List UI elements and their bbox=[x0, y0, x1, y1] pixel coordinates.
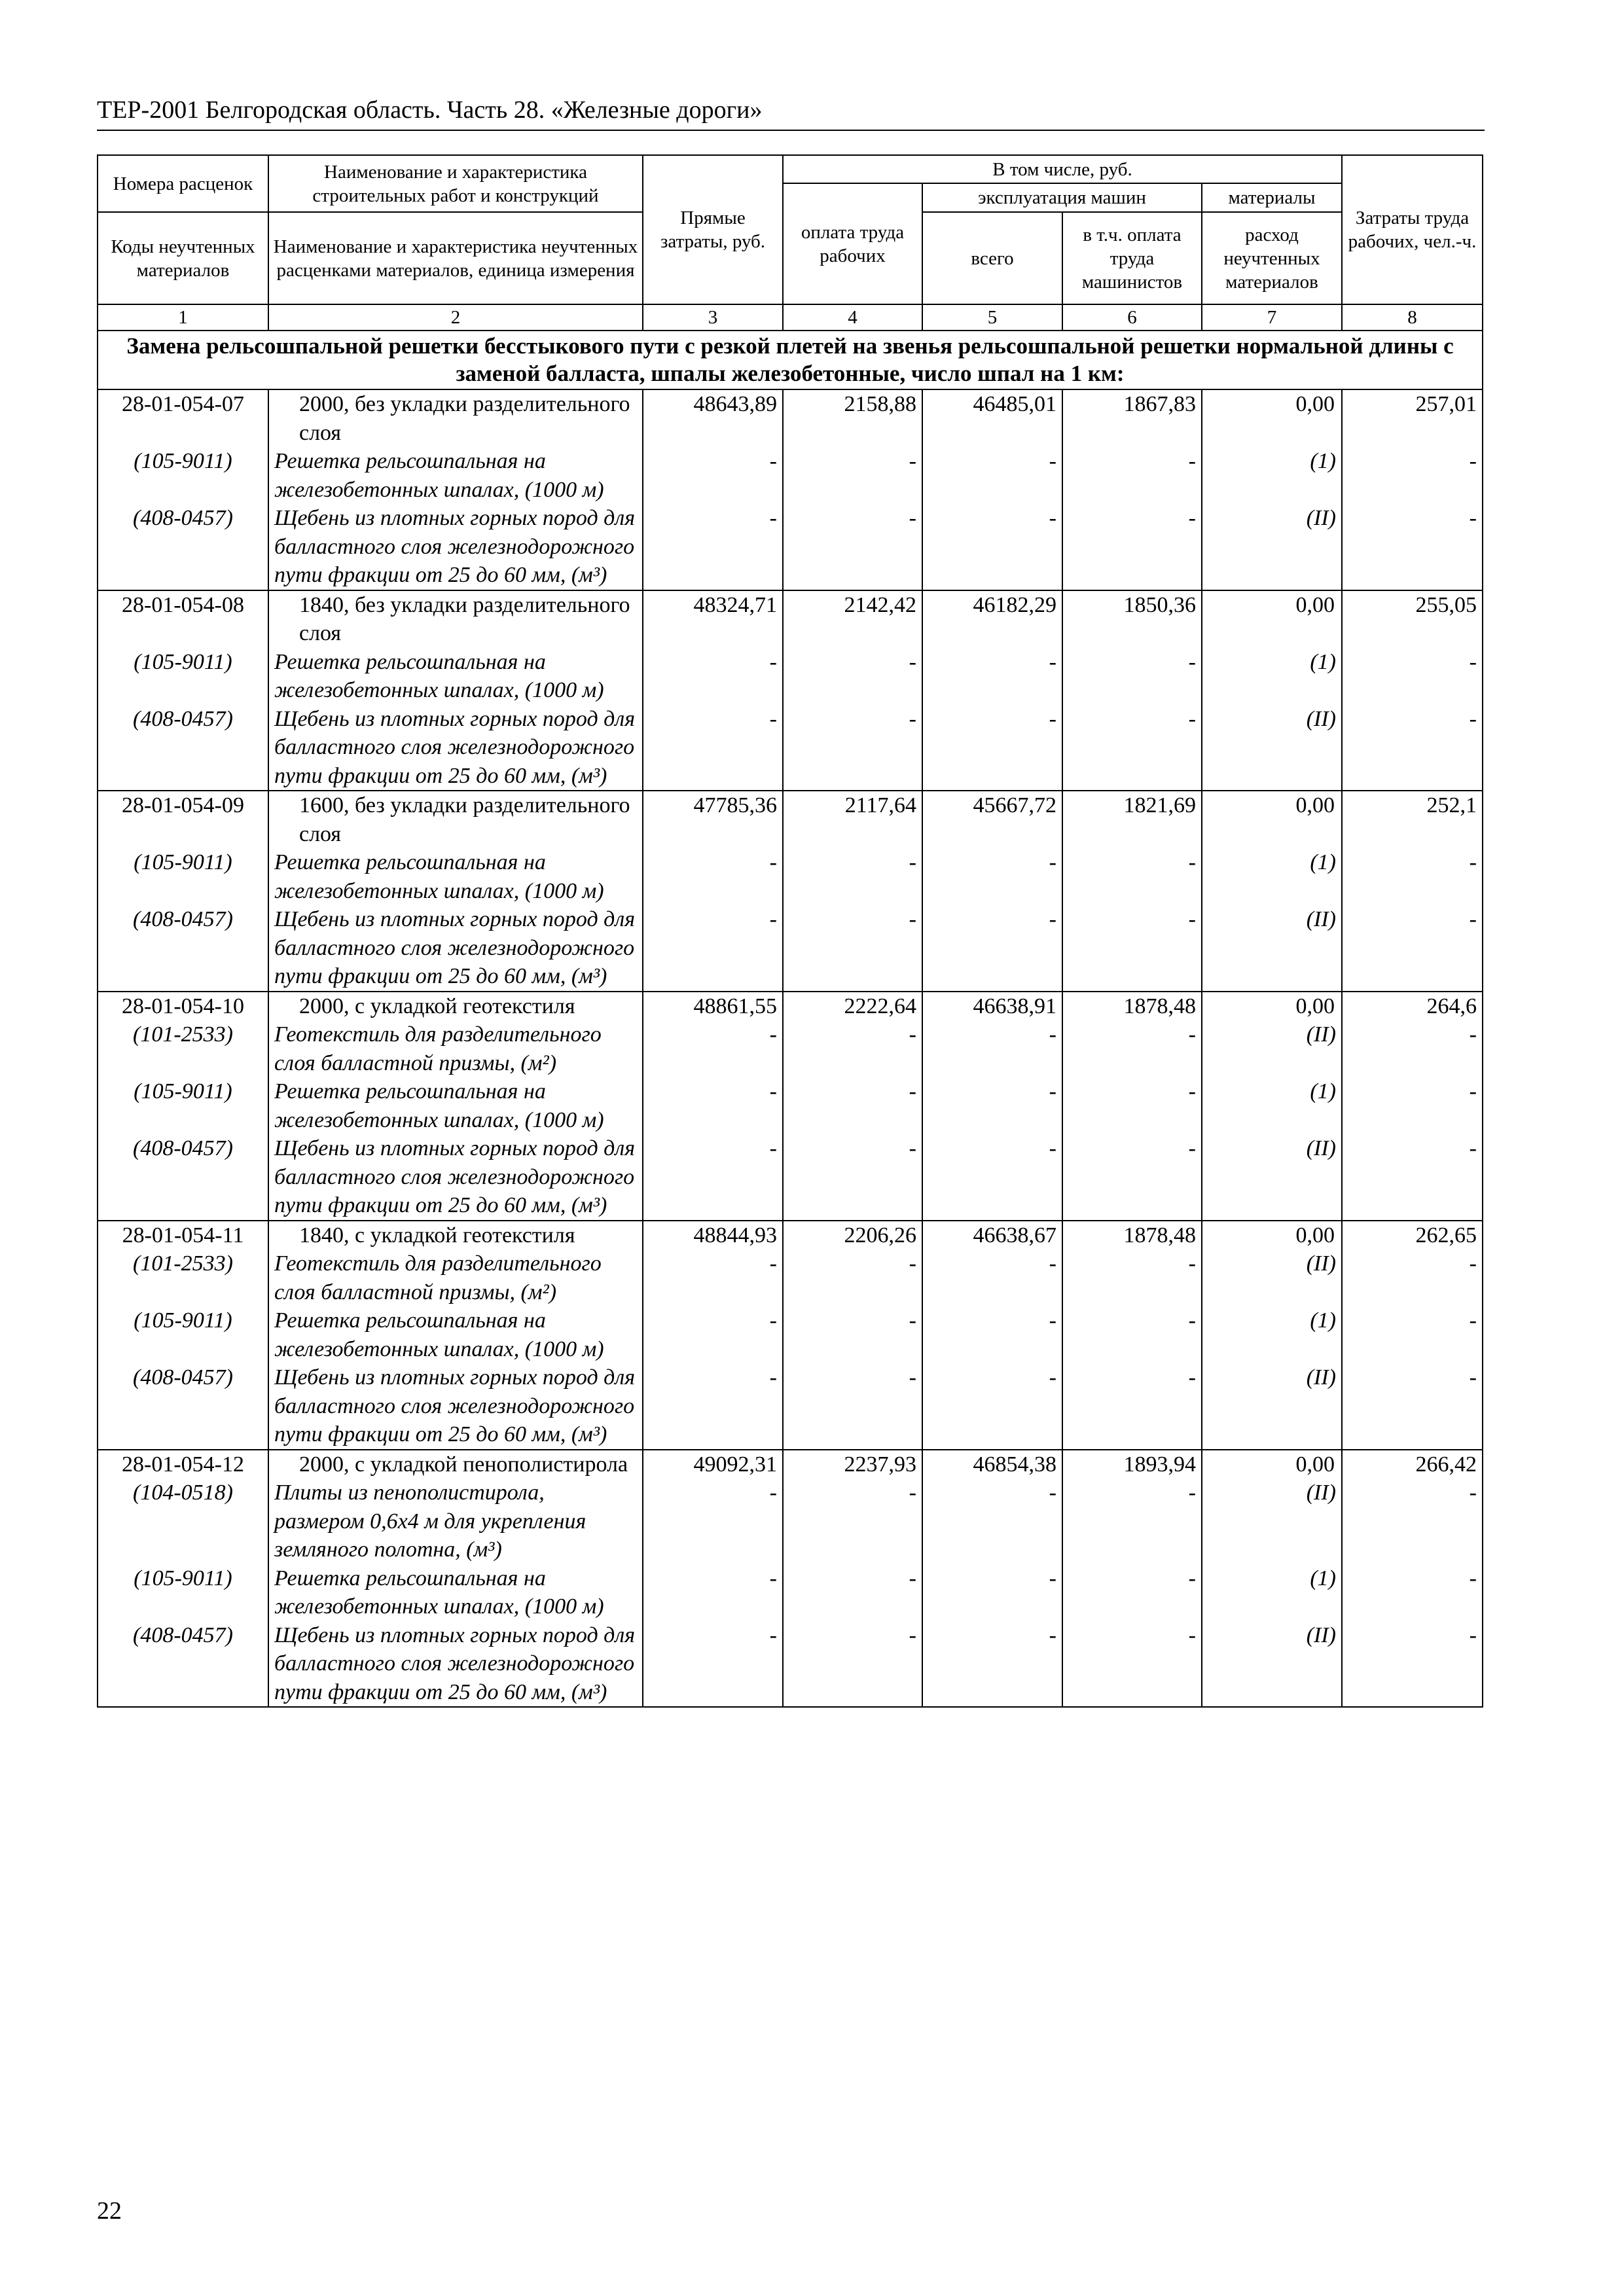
column-number: 5 bbox=[922, 304, 1062, 331]
rate-code: 28-01-054-11 bbox=[98, 1221, 268, 1250]
machinist-pay: 1878,48 bbox=[1062, 992, 1202, 1021]
dash-cell: - bbox=[643, 848, 783, 905]
dash-cell: - bbox=[643, 1134, 783, 1221]
labor-hours: 252,1 bbox=[1342, 791, 1483, 848]
dash-cell: - bbox=[1342, 905, 1483, 992]
dash-cell: - bbox=[783, 1621, 922, 1708]
dash-cell: - bbox=[643, 1020, 783, 1077]
material-row bbox=[98, 1306, 1483, 1363]
dash-cell: - bbox=[783, 648, 922, 705]
column-number: 2 bbox=[268, 304, 643, 331]
labor-pay: 2158,88 bbox=[783, 389, 922, 447]
header-material-names: Наименование и характеристика неучтенных расценками материалов, единица измерения bbox=[268, 212, 643, 304]
table-header bbox=[98, 155, 1483, 331]
dash-cell: - bbox=[922, 504, 1062, 590]
dash-cell: - bbox=[922, 705, 1062, 791]
material-code: (105-9011) bbox=[98, 848, 268, 905]
labor-hours: 262,65 bbox=[1342, 1221, 1483, 1250]
material-code: (105-9011) bbox=[98, 1077, 268, 1134]
dash-cell: - bbox=[922, 648, 1062, 705]
material-mark: (II) bbox=[1202, 1134, 1342, 1221]
rate-name: 2000, с укладкой геотекстиля bbox=[268, 992, 643, 1021]
header-machine-total: всего bbox=[922, 212, 1062, 304]
dash-cell: - bbox=[783, 1306, 922, 1363]
dash-cell: - bbox=[1062, 504, 1202, 590]
header-unaccounted-materials: расход неучтенных материалов bbox=[1202, 212, 1342, 304]
header-in-that-number: В том числе, руб. bbox=[783, 155, 1342, 183]
dash-cell: - bbox=[783, 848, 922, 905]
material-name: Решетка рельсошпальная на железобетонных шпалах, (1000 м) bbox=[268, 848, 643, 905]
direct-costs: 48324,71 bbox=[643, 590, 783, 648]
material-mark: (II) bbox=[1202, 1621, 1342, 1708]
rate-row bbox=[98, 389, 1483, 447]
machine-total: 45667,72 bbox=[922, 791, 1062, 848]
material-name: Решетка рельсошпальная на железобетонных шпалах, (1000 м) bbox=[268, 447, 643, 504]
dash-cell: - bbox=[783, 447, 922, 504]
column-number: 3 bbox=[643, 304, 783, 331]
material-row bbox=[98, 705, 1483, 791]
dash-cell: - bbox=[1342, 1020, 1483, 1077]
dash-cell: - bbox=[643, 504, 783, 590]
dash-cell: - bbox=[1062, 1621, 1202, 1708]
dash-cell: - bbox=[643, 1077, 783, 1134]
materials-cost: 0,00 bbox=[1202, 1221, 1342, 1250]
header-machine-operation: эксплуатация машин bbox=[922, 183, 1202, 212]
dash-cell: - bbox=[643, 1363, 783, 1450]
column-number: 4 bbox=[783, 304, 922, 331]
dash-cell: - bbox=[922, 447, 1062, 504]
machinist-pay: 1893,94 bbox=[1062, 1450, 1202, 1479]
dash-cell: - bbox=[922, 848, 1062, 905]
labor-hours: 266,42 bbox=[1342, 1450, 1483, 1479]
column-number: 6 bbox=[1062, 304, 1202, 331]
header-machinist-pay: в т.ч. оплата труда машинистов bbox=[1062, 212, 1202, 304]
dash-cell: - bbox=[1342, 705, 1483, 791]
dash-cell: - bbox=[1062, 1363, 1202, 1450]
material-mark: (II) bbox=[1202, 1363, 1342, 1450]
header-work-name: Наименование и характеристика строительных работ и конструкций bbox=[268, 155, 643, 212]
dash-cell: - bbox=[1342, 447, 1483, 504]
dash-cell: - bbox=[783, 705, 922, 791]
rates-table bbox=[97, 154, 1483, 1708]
dash-cell: - bbox=[1342, 648, 1483, 705]
labor-hours: 264,6 bbox=[1342, 992, 1483, 1021]
material-code: (101-2533) bbox=[98, 1020, 268, 1077]
dash-cell: - bbox=[1062, 1020, 1202, 1077]
material-mark: (II) bbox=[1202, 905, 1342, 992]
dash-cell: - bbox=[1342, 1134, 1483, 1221]
dash-cell: - bbox=[783, 905, 922, 992]
dash-cell: - bbox=[783, 504, 922, 590]
material-mark: (1) bbox=[1202, 1306, 1342, 1363]
rate-name: 2000, без укладки разделительного слоя bbox=[268, 389, 643, 447]
material-name: Щебень из плотных горных пород для балластного слоя железнодорожного пути фракции от 25 до 60 мм, (м³) bbox=[268, 1621, 643, 1708]
material-mark: (II) bbox=[1202, 1479, 1342, 1564]
dash-cell: - bbox=[922, 1020, 1062, 1077]
material-name: Решетка рельсошпальная на железобетонных шпалах, (1000 м) bbox=[268, 1306, 643, 1363]
dash-cell: - bbox=[922, 905, 1062, 992]
header-direct-costs: Прямые затраты, руб. bbox=[643, 155, 783, 304]
material-name: Решетка рельсошпальная на железобетонных шпалах, (1000 м) bbox=[268, 648, 643, 705]
dash-cell: - bbox=[643, 447, 783, 504]
header-materials: материалы bbox=[1202, 183, 1342, 212]
material-name: Геотекстиль для разделительного слоя балластной призмы, (м²) bbox=[268, 1249, 643, 1306]
dash-cell: - bbox=[1342, 1363, 1483, 1450]
rate-code: 28-01-054-08 bbox=[98, 590, 268, 648]
dash-cell: - bbox=[783, 1479, 922, 1564]
material-code: (408-0457) bbox=[98, 905, 268, 992]
direct-costs: 48844,93 bbox=[643, 1221, 783, 1250]
material-name: Щебень из плотных горных пород для балластного слоя железнодорожного пути фракции от 25 до 60 мм, (м³) bbox=[268, 1134, 643, 1221]
machine-total: 46854,38 bbox=[922, 1450, 1062, 1479]
material-row bbox=[98, 1621, 1483, 1708]
section-title-row bbox=[98, 331, 1483, 389]
material-name: Щебень из плотных горных пород для балластного слоя железнодорожного пути фракции от 25 до 60 мм, (м³) bbox=[268, 705, 643, 791]
machine-total: 46638,91 bbox=[922, 992, 1062, 1021]
machine-total: 46485,01 bbox=[922, 389, 1062, 447]
material-row bbox=[98, 848, 1483, 905]
material-row bbox=[98, 648, 1483, 705]
materials-cost: 0,00 bbox=[1202, 590, 1342, 648]
dash-cell: - bbox=[1062, 1479, 1202, 1564]
material-code: (105-9011) bbox=[98, 648, 268, 705]
dash-cell: - bbox=[1342, 848, 1483, 905]
dash-cell: - bbox=[1062, 447, 1202, 504]
dash-cell: - bbox=[1062, 1134, 1202, 1221]
direct-costs: 48643,89 bbox=[643, 389, 783, 447]
material-row bbox=[98, 1077, 1483, 1134]
dash-cell: - bbox=[643, 905, 783, 992]
material-name: Решетка рельсошпальная на железобетонных шпалах, (1000 м) bbox=[268, 1564, 643, 1621]
materials-cost: 0,00 bbox=[1202, 791, 1342, 848]
labor-pay: 2117,64 bbox=[783, 791, 922, 848]
dash-cell: - bbox=[783, 1363, 922, 1450]
material-code: (408-0457) bbox=[98, 1134, 268, 1221]
rate-code: 28-01-054-07 bbox=[98, 389, 268, 447]
dash-cell: - bbox=[643, 1621, 783, 1708]
material-mark: (II) bbox=[1202, 504, 1342, 590]
dash-cell: - bbox=[783, 1249, 922, 1306]
dash-cell: - bbox=[783, 1564, 922, 1621]
column-number: 8 bbox=[1342, 304, 1483, 331]
table-body bbox=[98, 331, 1483, 1707]
material-mark: (II) bbox=[1202, 1249, 1342, 1306]
material-code: (408-0457) bbox=[98, 705, 268, 791]
rate-row bbox=[98, 791, 1483, 848]
dash-cell: - bbox=[1342, 1479, 1483, 1564]
material-row bbox=[98, 905, 1483, 992]
dash-cell: - bbox=[783, 1020, 922, 1077]
material-row bbox=[98, 447, 1483, 504]
column-number: 1 bbox=[98, 304, 268, 331]
material-mark: (1) bbox=[1202, 648, 1342, 705]
dash-cell: - bbox=[1342, 1249, 1483, 1306]
direct-costs: 48861,55 bbox=[643, 992, 783, 1021]
dash-cell: - bbox=[1062, 705, 1202, 791]
material-code: (105-9011) bbox=[98, 447, 268, 504]
materials-cost: 0,00 bbox=[1202, 992, 1342, 1021]
material-mark: (1) bbox=[1202, 447, 1342, 504]
labor-pay: 2142,42 bbox=[783, 590, 922, 648]
material-mark: (1) bbox=[1202, 848, 1342, 905]
dash-cell: - bbox=[783, 1077, 922, 1134]
direct-costs: 47785,36 bbox=[643, 791, 783, 848]
material-code: (408-0457) bbox=[98, 504, 268, 590]
rate-name: 1840, с укладкой геотекстиля bbox=[268, 1221, 643, 1250]
material-row bbox=[98, 1564, 1483, 1621]
dash-cell: - bbox=[1342, 1077, 1483, 1134]
dash-cell: - bbox=[1062, 648, 1202, 705]
dash-cell: - bbox=[1062, 848, 1202, 905]
labor-pay: 2222,64 bbox=[783, 992, 922, 1021]
direct-costs: 49092,31 bbox=[643, 1450, 783, 1479]
material-row bbox=[98, 504, 1483, 590]
labor-pay: 2206,26 bbox=[783, 1221, 922, 1250]
column-numbers-row bbox=[98, 304, 1483, 331]
dash-cell: - bbox=[1342, 504, 1483, 590]
materials-cost: 0,00 bbox=[1202, 1450, 1342, 1479]
dash-cell: - bbox=[1062, 1249, 1202, 1306]
dash-cell: - bbox=[643, 648, 783, 705]
material-code: (101-2533) bbox=[98, 1249, 268, 1306]
dash-cell: - bbox=[783, 1134, 922, 1221]
material-code: (105-9011) bbox=[98, 1564, 268, 1621]
material-mark: (1) bbox=[1202, 1564, 1342, 1621]
labor-hours: 257,01 bbox=[1342, 389, 1483, 447]
material-row bbox=[98, 1134, 1483, 1221]
dash-cell: - bbox=[922, 1363, 1062, 1450]
material-name: Щебень из плотных горных пород для балластного слоя железнодорожного пути фракции от 25 до 60 мм, (м³) bbox=[268, 504, 643, 590]
material-row bbox=[98, 1249, 1483, 1306]
dash-cell: - bbox=[643, 1306, 783, 1363]
dash-cell: - bbox=[1062, 1306, 1202, 1363]
material-row bbox=[98, 1363, 1483, 1450]
rate-row bbox=[98, 1450, 1483, 1479]
dash-cell: - bbox=[922, 1134, 1062, 1221]
rate-row bbox=[98, 992, 1483, 1021]
material-code: (408-0457) bbox=[98, 1363, 268, 1450]
machinist-pay: 1850,36 bbox=[1062, 590, 1202, 648]
rate-code: 28-01-054-12 bbox=[98, 1450, 268, 1479]
material-code: (105-9011) bbox=[98, 1306, 268, 1363]
dash-cell: - bbox=[1342, 1621, 1483, 1708]
materials-cost: 0,00 bbox=[1202, 389, 1342, 447]
dash-cell: - bbox=[643, 1479, 783, 1564]
material-code: (408-0457) bbox=[98, 1621, 268, 1708]
dash-cell: - bbox=[922, 1479, 1062, 1564]
dash-cell: - bbox=[1062, 1564, 1202, 1621]
material-mark: (II) bbox=[1202, 705, 1342, 791]
material-row bbox=[98, 1479, 1483, 1564]
rate-row bbox=[98, 1221, 1483, 1250]
material-code: (104-0518) bbox=[98, 1479, 268, 1564]
dash-cell: - bbox=[922, 1306, 1062, 1363]
machinist-pay: 1821,69 bbox=[1062, 791, 1202, 848]
dash-cell: - bbox=[1342, 1306, 1483, 1363]
material-name: Щебень из плотных горных пород для балластного слоя железнодорожного пути фракции от 25 до 60 мм, (м³) bbox=[268, 1363, 643, 1450]
rate-name: 1600, без укладки разделительного слоя bbox=[268, 791, 643, 848]
header-labor-pay: оплата труда рабочих bbox=[783, 183, 922, 304]
rate-name: 2000, с укладкой пенополистирола bbox=[268, 1450, 643, 1479]
header-rate-numbers: Номера расценок bbox=[98, 155, 268, 212]
dash-cell: - bbox=[922, 1249, 1062, 1306]
material-row bbox=[98, 1020, 1483, 1077]
rate-code: 28-01-054-10 bbox=[98, 992, 268, 1021]
material-mark: (II) bbox=[1202, 1020, 1342, 1077]
machine-total: 46182,29 bbox=[922, 590, 1062, 648]
labor-pay: 2237,93 bbox=[783, 1450, 922, 1479]
machinist-pay: 1878,48 bbox=[1062, 1221, 1202, 1250]
machinist-pay: 1867,83 bbox=[1062, 389, 1202, 447]
page-header: ТЕР-2001 Белгородская область. Часть 28. «Железные дороги» bbox=[97, 92, 1485, 131]
dash-cell: - bbox=[643, 1249, 783, 1306]
dash-cell: - bbox=[922, 1077, 1062, 1134]
rate-code: 28-01-054-09 bbox=[98, 791, 268, 848]
header-material-codes: Коды неучтенных материалов bbox=[98, 212, 268, 304]
dash-cell: - bbox=[643, 705, 783, 791]
dash-cell: - bbox=[643, 1564, 783, 1621]
material-name: Плиты из пенополистирола, размером 0,6х4 м для укрепления земляного полотна, (м³) bbox=[268, 1479, 643, 1564]
header-labor-costs: Затраты труда рабочих, чел.-ч. bbox=[1342, 155, 1483, 304]
dash-cell: - bbox=[1062, 1077, 1202, 1134]
dash-cell: - bbox=[1062, 905, 1202, 992]
machine-total: 46638,67 bbox=[922, 1221, 1062, 1250]
dash-cell: - bbox=[1342, 1564, 1483, 1621]
page-number: 22 bbox=[97, 2197, 122, 2225]
column-number: 7 bbox=[1202, 304, 1342, 331]
material-mark: (1) bbox=[1202, 1077, 1342, 1134]
material-name: Геотекстиль для разделительного слоя балластной призмы, (м²) bbox=[268, 1020, 643, 1077]
material-name: Решетка рельсошпальная на железобетонных шпалах, (1000 м) bbox=[268, 1077, 643, 1134]
rate-row bbox=[98, 590, 1483, 648]
dash-cell: - bbox=[922, 1621, 1062, 1708]
section-title: Замена рельсошпальной решетки бесстыкового пути с резкой плетей на звенья рельсошпальной решетки нормальной длины с заменой балласта, шпалы железобетонные, число шпал на 1 км: bbox=[98, 331, 1483, 389]
dash-cell: - bbox=[922, 1564, 1062, 1621]
labor-hours: 255,05 bbox=[1342, 590, 1483, 648]
material-name: Щебень из плотных горных пород для балластного слоя железнодорожного пути фракции от 25 до 60 мм, (м³) bbox=[268, 905, 643, 992]
rate-name: 1840, без укладки разделительного слоя bbox=[268, 590, 643, 648]
